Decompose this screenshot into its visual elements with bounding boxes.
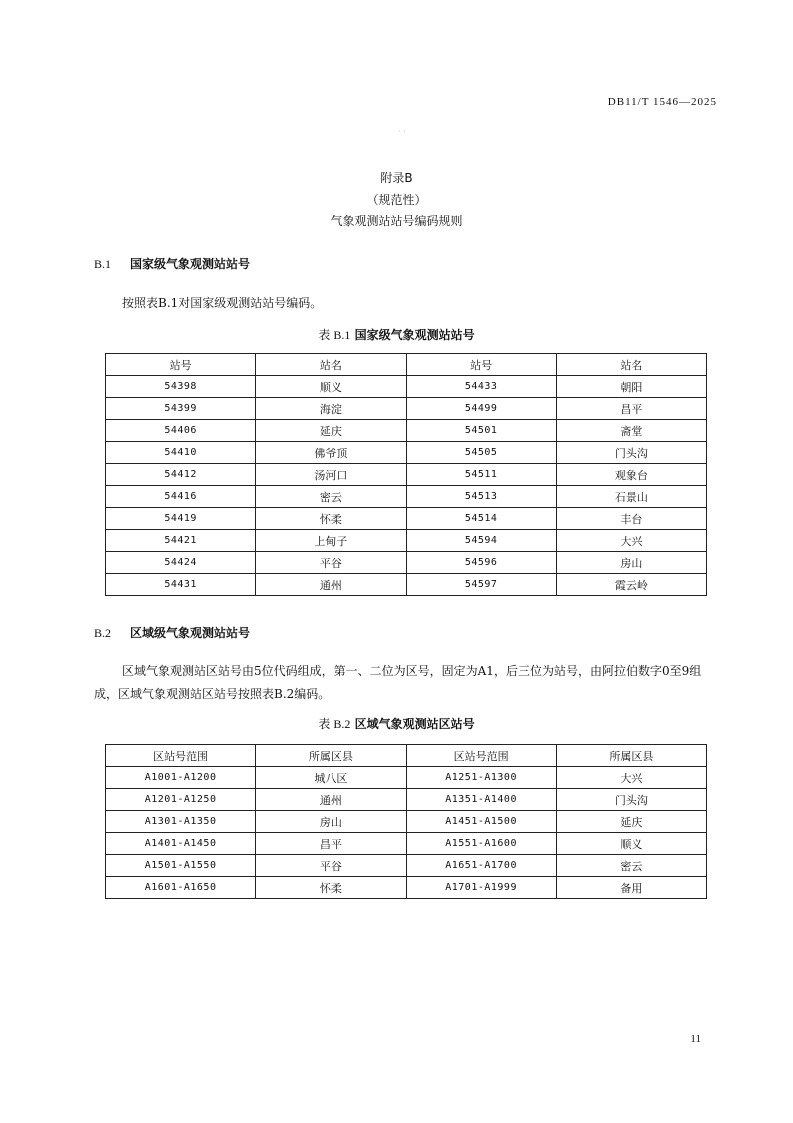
table-row bbox=[106, 530, 707, 552]
station-name-cell: 密云 bbox=[556, 855, 706, 877]
table-row bbox=[106, 420, 707, 442]
section2-paragraph: 区域气象观测站区站号由5位代码组成，第一、二位为区号，固定为A1，后三位为站号，由阿拉伯数字0至9组成，区域气象观测站区站号按照表B.2编码。 bbox=[94, 664, 702, 701]
column-header: 站名 bbox=[256, 354, 406, 376]
station-code-cell: A1601-A1650 bbox=[106, 877, 256, 899]
station-name-cell: 延庆 bbox=[256, 420, 406, 442]
table-header-row bbox=[106, 354, 707, 376]
column-header: 站号 bbox=[106, 354, 256, 376]
station-code-cell: 54421 bbox=[106, 530, 256, 552]
table-row bbox=[106, 855, 707, 877]
station-name-cell: 密云 bbox=[256, 486, 406, 508]
station-code-cell: A1001-A1200 bbox=[106, 767, 256, 789]
station-name-cell: 门头沟 bbox=[556, 442, 706, 464]
page-number: 11 bbox=[690, 1033, 701, 1045]
station-name-cell: 朝阳 bbox=[556, 376, 706, 398]
station-code-cell: 54513 bbox=[406, 486, 556, 508]
station-code-cell: 54505 bbox=[406, 442, 556, 464]
station-code-cell: 54596 bbox=[406, 552, 556, 574]
station-code-cell: A1301-A1350 bbox=[106, 811, 256, 833]
station-code-cell: 54431 bbox=[106, 574, 256, 596]
station-name-cell: 平谷 bbox=[256, 552, 406, 574]
section-heading-b1 bbox=[94, 255, 250, 272]
station-name-cell: 海淀 bbox=[256, 398, 406, 420]
table-row bbox=[106, 552, 707, 574]
column-header: 站号 bbox=[406, 354, 556, 376]
column-header: 所属区县 bbox=[256, 745, 406, 767]
station-name-cell: 上甸子 bbox=[256, 530, 406, 552]
station-name-cell: 顺义 bbox=[256, 376, 406, 398]
document-id: DB11/T 1546—2025 bbox=[607, 96, 717, 108]
table-row bbox=[106, 508, 707, 530]
station-name-cell: 昌平 bbox=[256, 833, 406, 855]
table-row bbox=[106, 833, 707, 855]
station-code-cell: 54433 bbox=[406, 376, 556, 398]
station-name-cell: 丰台 bbox=[556, 508, 706, 530]
table-b2-caption bbox=[0, 715, 793, 732]
station-code-cell: 54597 bbox=[406, 574, 556, 596]
table-row bbox=[106, 789, 707, 811]
station-code-cell: 54514 bbox=[406, 508, 556, 530]
station-name-cell: 大兴 bbox=[556, 530, 706, 552]
table-body bbox=[106, 376, 707, 596]
station-code-cell: A1501-A1550 bbox=[106, 855, 256, 877]
station-code-cell: 54511 bbox=[406, 464, 556, 486]
table-row bbox=[106, 464, 707, 486]
station-name-cell: 门头沟 bbox=[556, 789, 706, 811]
table-b1-caption bbox=[0, 326, 793, 343]
station-name-cell: 通州 bbox=[256, 789, 406, 811]
station-code-cell: 54419 bbox=[106, 508, 256, 530]
station-code-cell: 54398 bbox=[106, 376, 256, 398]
table-row bbox=[106, 877, 707, 899]
station-name-cell: 石景山 bbox=[556, 486, 706, 508]
station-code-cell: A1201-A1250 bbox=[106, 789, 256, 811]
table-row bbox=[106, 811, 707, 833]
header-marks: · · bbox=[398, 127, 406, 136]
station-code-cell: A1551-A1600 bbox=[406, 833, 556, 855]
section-number: B.2 bbox=[94, 626, 112, 640]
station-code-cell: A1351-A1400 bbox=[406, 789, 556, 811]
station-code-cell: 54412 bbox=[106, 464, 256, 486]
station-code-cell: 54424 bbox=[106, 552, 256, 574]
station-code-cell: 54499 bbox=[406, 398, 556, 420]
station-code-cell: 54594 bbox=[406, 530, 556, 552]
station-name-cell: 顺义 bbox=[556, 833, 706, 855]
station-name-cell: 怀柔 bbox=[256, 877, 406, 899]
station-name-cell: 观象台 bbox=[556, 464, 706, 486]
section-number: B.1 bbox=[94, 257, 112, 271]
station-name-cell: 昌平 bbox=[556, 398, 706, 420]
station-code-cell: 54399 bbox=[106, 398, 256, 420]
section1-paragraph: 按照表B.1对国家级观测站站号编码。 bbox=[122, 296, 323, 310]
table-row bbox=[106, 376, 707, 398]
table-row bbox=[106, 398, 707, 420]
station-name-cell: 房山 bbox=[556, 552, 706, 574]
column-header: 站名 bbox=[556, 354, 706, 376]
station-code-cell: 54501 bbox=[406, 420, 556, 442]
section-title: 区域级气象观测站站号 bbox=[130, 626, 251, 640]
section-title: 国家级气象观测站站号 bbox=[130, 257, 251, 271]
column-header: 区站号范围 bbox=[406, 745, 556, 767]
station-code-cell: 54406 bbox=[106, 420, 256, 442]
table-header-row bbox=[106, 745, 707, 767]
appendix-nature: （规范性） bbox=[366, 193, 427, 207]
table-b1 bbox=[105, 353, 707, 596]
station-name-cell: 通州 bbox=[256, 574, 406, 596]
table-row bbox=[106, 574, 707, 596]
station-name-cell: 怀柔 bbox=[256, 508, 406, 530]
table-row bbox=[106, 486, 707, 508]
station-code-cell: A1451-A1500 bbox=[406, 811, 556, 833]
station-name-cell: 霞云岭 bbox=[556, 574, 706, 596]
caption-text: 区域气象观测站区站号 bbox=[354, 717, 475, 731]
station-code-cell: A1401-A1450 bbox=[106, 833, 256, 855]
station-code-cell: A1651-A1700 bbox=[406, 855, 556, 877]
station-name-cell: 房山 bbox=[256, 811, 406, 833]
station-code-cell: A1701-A1999 bbox=[406, 877, 556, 899]
station-name-cell: 备用 bbox=[556, 877, 706, 899]
appendix-title: 附录B bbox=[380, 171, 413, 185]
station-name-cell: 大兴 bbox=[556, 767, 706, 789]
column-header: 所属区县 bbox=[556, 745, 706, 767]
station-name-cell: 佛爷顶 bbox=[256, 442, 406, 464]
station-name-cell: 汤河口 bbox=[256, 464, 406, 486]
caption-text: 国家级气象观测站站号 bbox=[354, 328, 475, 342]
station-name-cell: 平谷 bbox=[256, 855, 406, 877]
station-name-cell: 城八区 bbox=[256, 767, 406, 789]
column-header: 区站号范围 bbox=[106, 745, 256, 767]
appendix-subtitle: 气象观测站站号编码规则 bbox=[330, 214, 463, 228]
table-b2 bbox=[105, 744, 707, 899]
caption-number: 表 B.2 bbox=[318, 717, 351, 731]
station-name-cell: 斋堂 bbox=[556, 420, 706, 442]
caption-number: 表 B.1 bbox=[318, 328, 351, 342]
station-name-cell: 延庆 bbox=[556, 811, 706, 833]
station-code-cell: 54410 bbox=[106, 442, 256, 464]
station-code-cell: A1251-A1300 bbox=[406, 767, 556, 789]
table-row bbox=[106, 767, 707, 789]
section-heading-b2 bbox=[94, 624, 250, 641]
station-code-cell: 54416 bbox=[106, 486, 256, 508]
table-row bbox=[106, 442, 707, 464]
table-body bbox=[106, 767, 707, 899]
